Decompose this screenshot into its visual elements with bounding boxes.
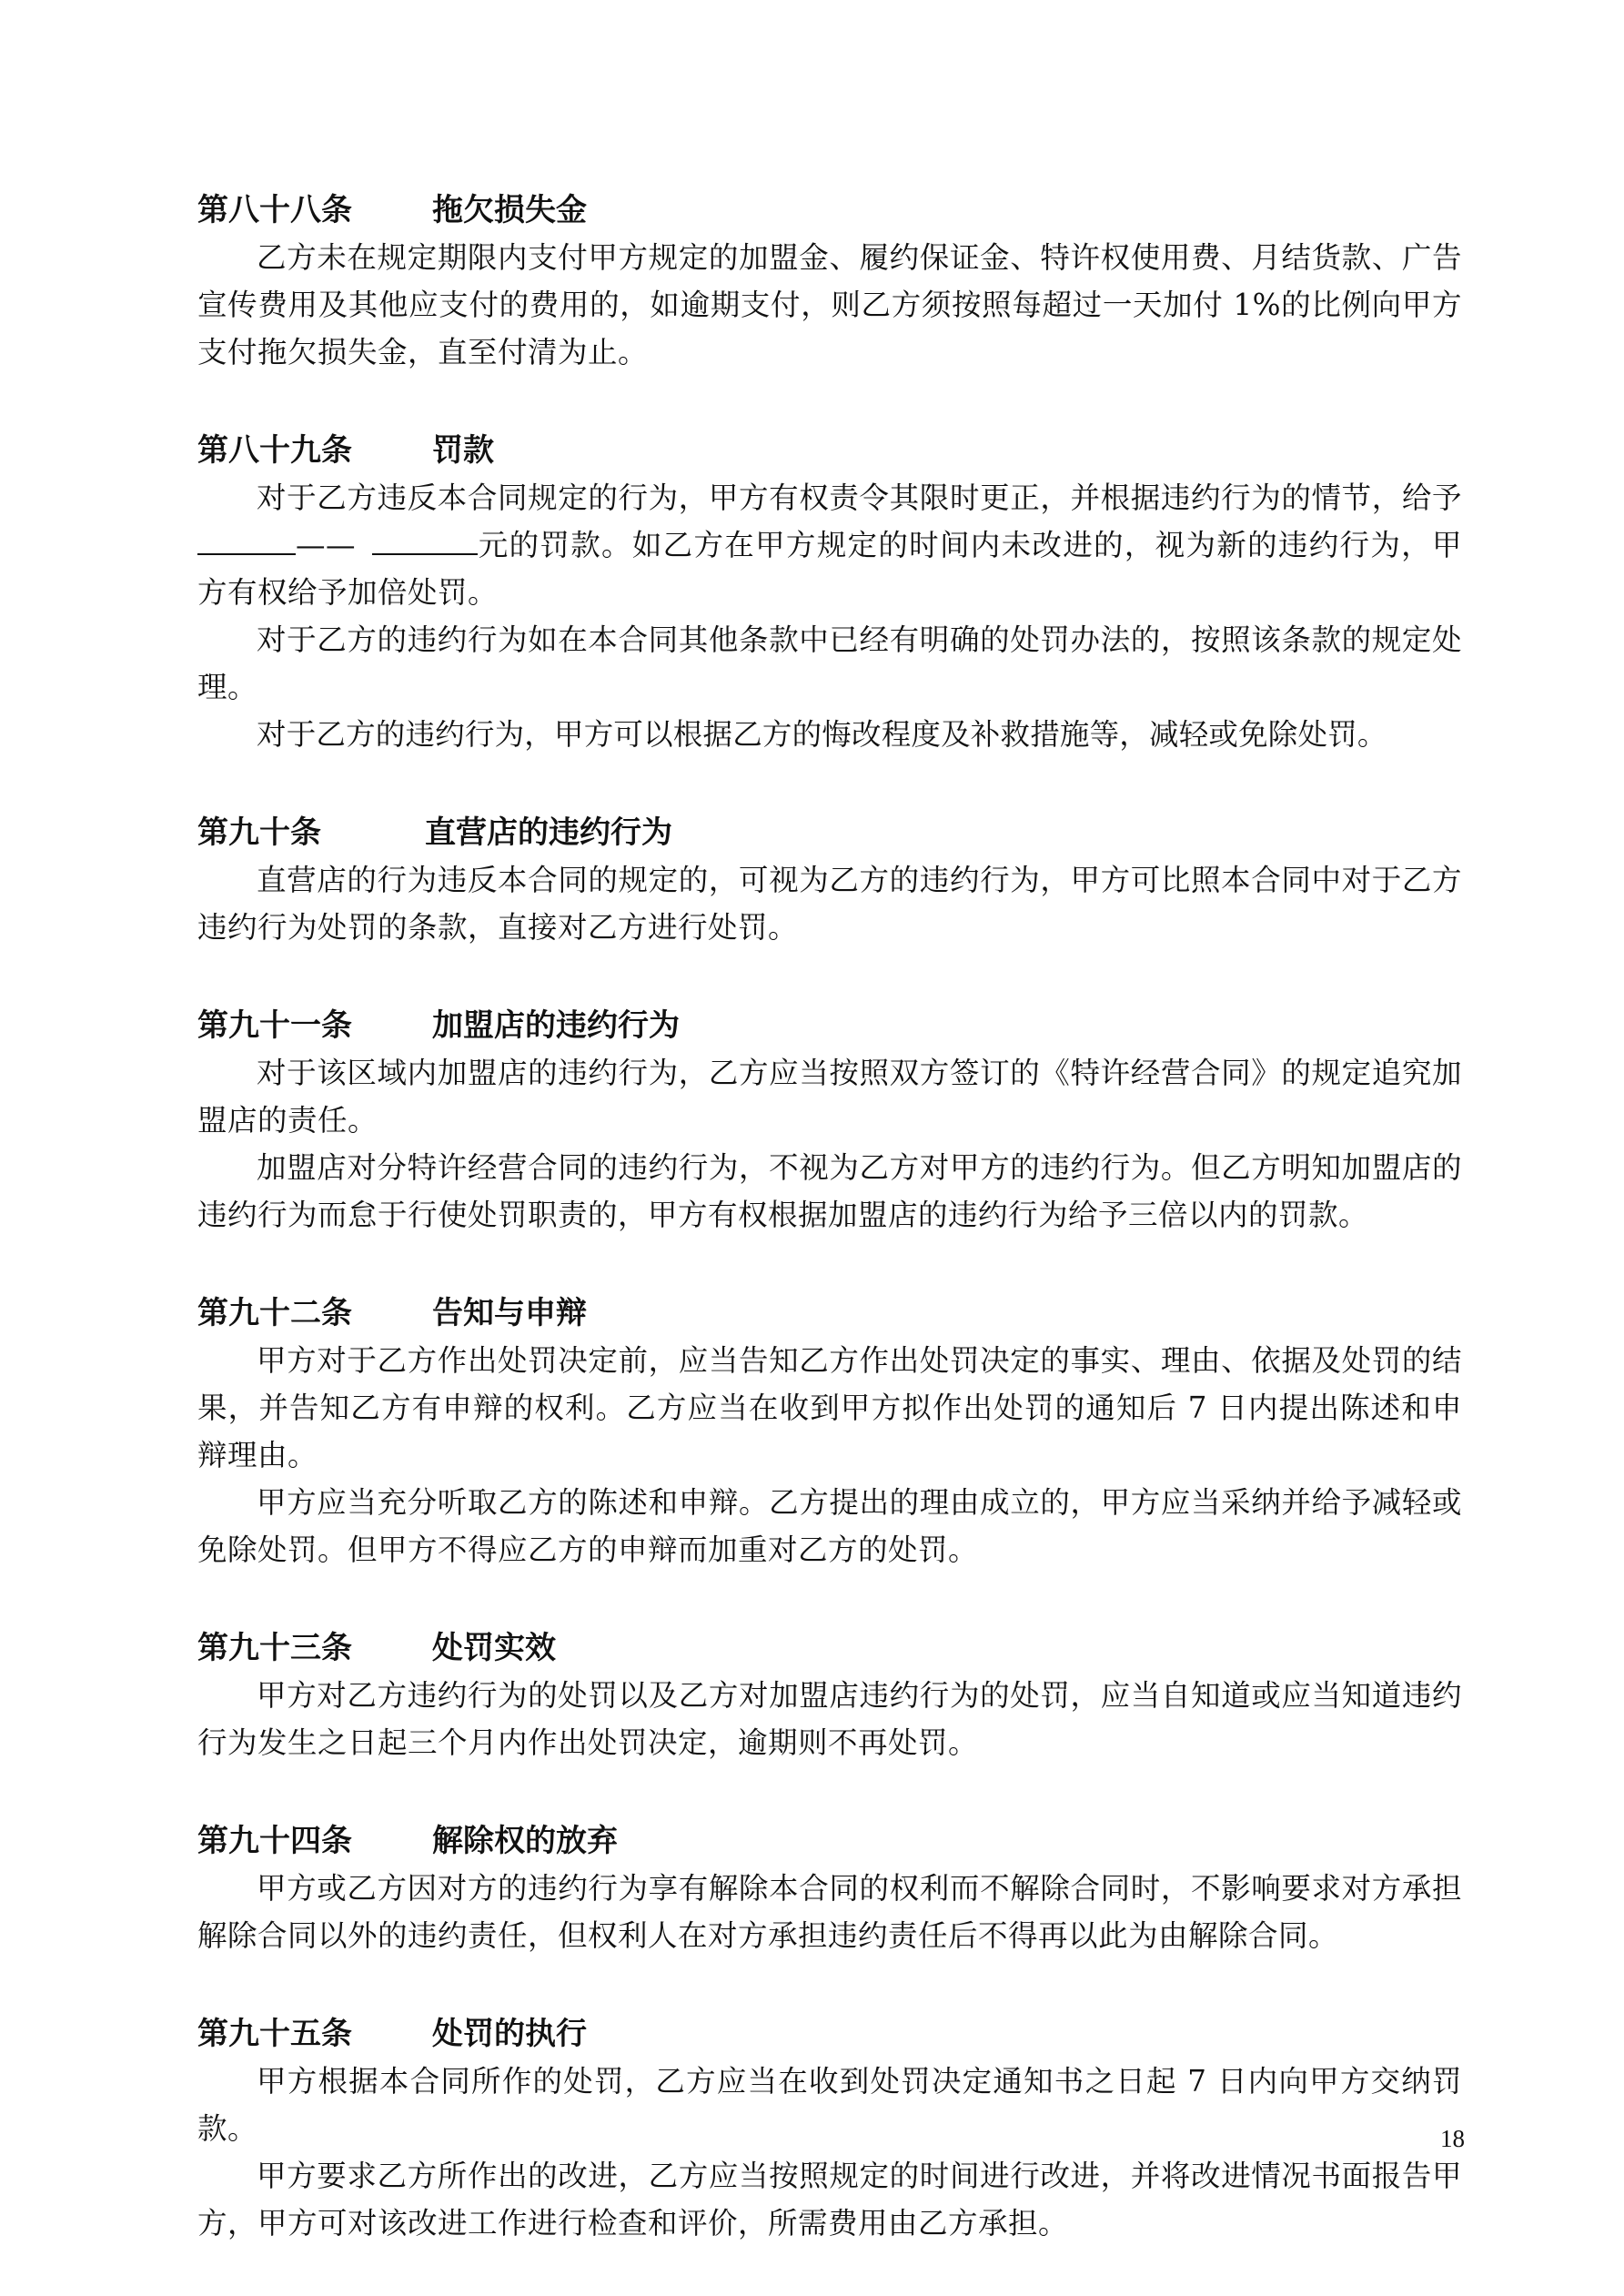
article-paragraph: 甲方对于乙方作出处罚决定前，应当告知乙方作出处罚决定的事实、理由、依据及处罚的结果，并告知乙方有申辩的权利。乙方应当在收到甲方拟作出处罚的通知后 7 日内提出陈述和申辩理由。: [197, 1343, 1462, 1472]
article-91: [197, 1002, 1462, 1239]
paragraph-text: 对于乙方违反本合同规定的行为，甲方有权责令其限时更正，并根据违约行为的情节，给予: [257, 480, 1462, 515]
article-title: 加盟店的违约行为: [432, 1007, 680, 1044]
article-paragraph: 乙方未在规定期限内支付甲方规定的加盟金、履约保证金、特许权使用费、月结货款、广告宣传费用及其他应支付的费用的，如逾期支付，则乙方须按照每超过一天加付 1%的比例向甲方支付拖欠损失金，直至付清为止。: [197, 240, 1462, 369]
article-number: 第九十五条: [197, 2016, 352, 2052]
article-paragraph: [197, 474, 1462, 616]
article-88: [197, 187, 1462, 376]
paragraph-text: 元的罚款。如乙方在甲方规定的时间内未改进的，视为新的违约行为，甲方有权给予加倍处罚。: [197, 528, 1462, 610]
article-heading: [197, 1290, 1462, 1337]
article-title: 拖欠损失金: [432, 192, 587, 228]
article-paragraph: 对于该区域内加盟店的违约行为，乙方应当按照双方签订的《特许经营合同》的规定追究加盟店的责任。: [197, 1056, 1462, 1138]
article-heading: [197, 427, 1462, 474]
article-heading: [197, 1002, 1462, 1049]
article-number: 第九十二条: [197, 1295, 352, 1331]
article-92: [197, 1290, 1462, 1573]
article-title: 处罚的执行: [432, 2016, 587, 2052]
article-title: 罚款: [432, 432, 494, 469]
article-heading: [197, 809, 1462, 856]
article-paragraph: 甲方要求乙方所作出的改进，乙方应当按照规定的时间进行改进，并将改进情况书面报告甲方，甲方可对该改进工作进行检查和评价，所需费用由乙方承担。: [197, 2159, 1462, 2240]
article-number: 第九十四条: [197, 1823, 352, 1859]
article-paragraph: 加盟店对分特许经营合同的违约行为，不视为乙方对甲方的违约行为。但乙方明知加盟店的违约行为而怠于行使处罚职责的，甲方有权根据加盟店的违约行为给予三倍以内的罚款。: [197, 1150, 1462, 1232]
document-page: [197, 187, 1462, 2247]
article-heading: [197, 1817, 1462, 1865]
article-89: [197, 427, 1462, 758]
article-heading: [197, 1624, 1462, 1672]
fill-in-blank-min: [197, 526, 296, 555]
article-heading: [197, 187, 1462, 234]
article-paragraph: 甲方或乙方因对方的违约行为享有解除本合同的权利而不解除合同时，不影响要求对方承担解除合同以外的违约责任，但权利人在对方承担违约责任后不得再以此为由解除合同。: [197, 1871, 1462, 1953]
article-title: 处罚实效: [432, 1630, 556, 1666]
article-90: [197, 809, 1462, 951]
article-95: [197, 2010, 1462, 2247]
article-number: 第九十三条: [197, 1630, 352, 1666]
fill-in-blank-max: [372, 526, 478, 555]
article-number: 第八十八条: [197, 192, 352, 228]
article-title: 告知与申辩: [432, 1295, 587, 1331]
article-paragraph: 甲方对乙方违约行为的处罚以及乙方对加盟店违约行为的处罚，应当自知道或应当知道违约行为发生之日起三个月内作出处罚决定，逾期则不再处罚。: [197, 1678, 1462, 1760]
article-paragraph: 对于乙方的违约行为，甲方可以根据乙方的悔改程度及补救措施等，减轻或免除处罚。: [257, 717, 1387, 752]
article-number: 第八十九条: [197, 432, 352, 469]
article-93: [197, 1624, 1462, 1766]
article-title: 直营店的违约行为: [425, 814, 672, 851]
page-number: 18: [1440, 2125, 1465, 2152]
article-94: [197, 1817, 1462, 1959]
article-heading: [197, 2010, 1462, 2058]
range-dash: ——: [296, 528, 356, 562]
article-paragraph: 甲方应当充分听取乙方的陈述和申辩。乙方提出的理由成立的，甲方应当采纳并给予减轻或免除处罚。但甲方不得应乙方的申辩而加重对乙方的处罚。: [197, 1485, 1462, 1567]
article-paragraph: 对于乙方的违约行为如在本合同其他条款中已经有明确的处罚办法的，按照该条款的规定处理。: [197, 622, 1462, 704]
article-paragraph: 直营店的行为违反本合同的规定的，可视为乙方的违约行为，甲方可比照本合同中对于乙方违约行为处罚的条款，直接对乙方进行处罚。: [197, 863, 1462, 945]
article-title: 解除权的放弃: [432, 1823, 618, 1859]
article-number: 第九十一条: [197, 1007, 352, 1044]
article-number: 第九十条: [197, 814, 321, 851]
article-paragraph: 甲方根据本合同所作的处罚，乙方应当在收到处罚决定通知书之日起 7 日内向甲方交纳罚款。: [197, 2064, 1462, 2146]
